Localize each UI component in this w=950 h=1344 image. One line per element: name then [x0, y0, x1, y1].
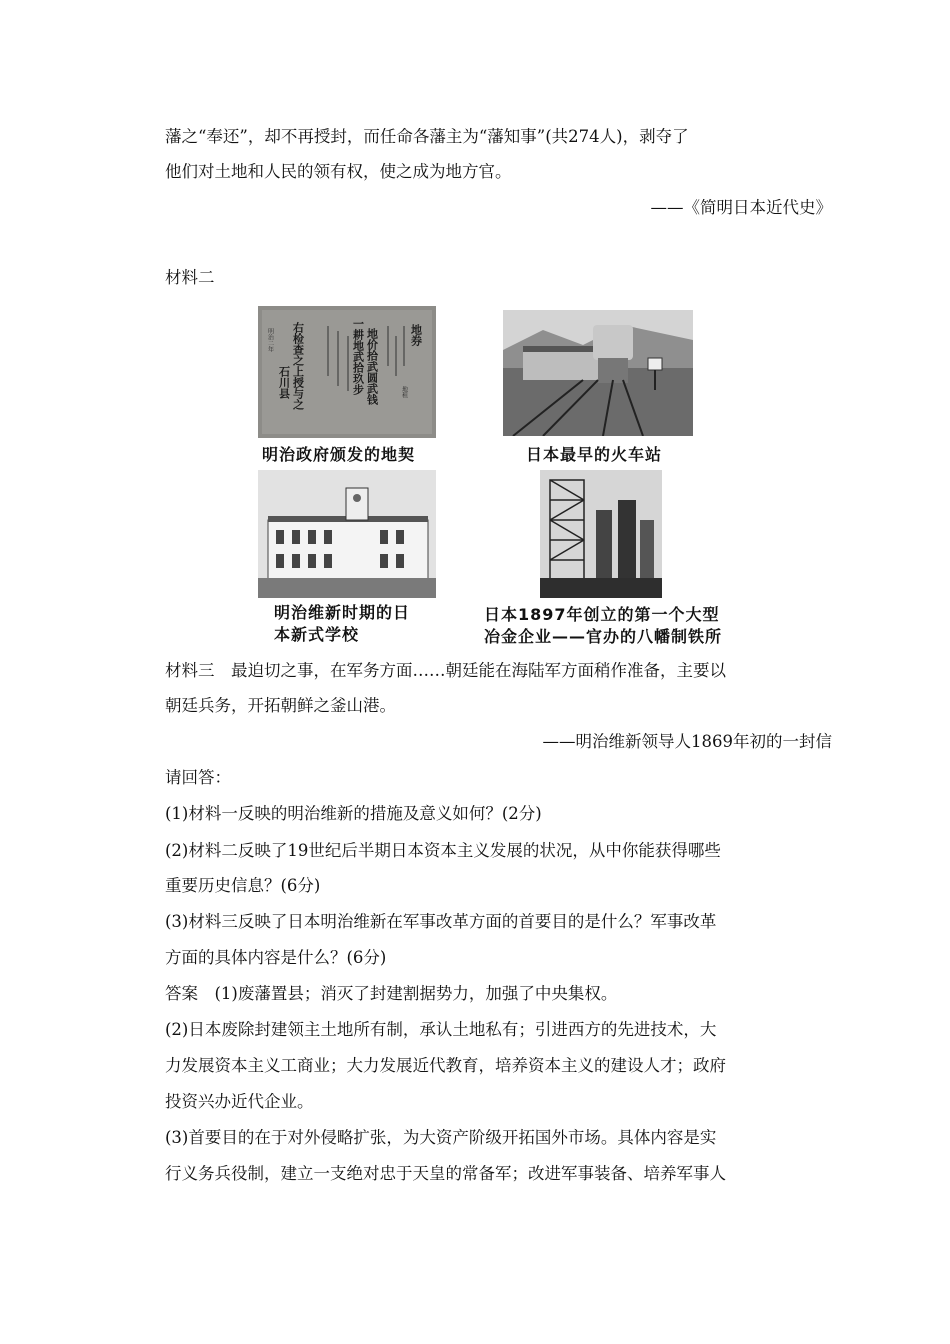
answer-1: 答案 (1)废藩置县；消灭了封建割据势力，加强了中央集权。: [165, 984, 618, 1003]
material3-line-2: 朝廷兵务，开拓朝鲜之釜山港。: [165, 696, 396, 715]
answer-3-line-2: 行义务兵役制，建立一支绝对忠于天皇的常备军；改进军事装备、培养军事人: [165, 1164, 726, 1183]
answer-2-line-1: (2)日本废除封建领主土地所有制，承认土地私有；引进西方的先进技术，大: [165, 1020, 717, 1039]
material2-heading: 材料二: [165, 268, 215, 287]
question-3-line-2: 方面的具体内容是什么？(6分): [165, 948, 387, 967]
school-photo: [258, 470, 436, 598]
answer-3-line-1: (3)首要目的在于对外侵略扩张，为大资产阶级开拓国外市场。具体内容是实: [165, 1128, 717, 1147]
question-2-line-1: (2)材料二反映了19世纪后半期日本资本主义发展的状况，从中你能获得哪些: [165, 841, 721, 860]
question-3-line-1: (3)材料三反映了日本明治维新在军事改革方面的首要目的是什么？军事改革: [165, 912, 717, 931]
answer-2-line-3: 投资兴办近代企业。: [165, 1092, 314, 1111]
question-1: (1)材料一反映的明治维新的措施及意义如何？(2分): [165, 804, 542, 823]
answer-2-line-2: 力发展资本主义工商业；大力发展近代教育，培养资本主义的建设人才；政府: [165, 1056, 726, 1075]
material1-source: ——《简明日本近代史》: [650, 198, 832, 217]
train-station-photo: [503, 310, 693, 436]
deed-text-7: 地租: [400, 386, 408, 398]
steel-works-photo: [540, 470, 662, 598]
caption-steel-line-1: 日本1897年创立的第一个大型: [484, 605, 720, 624]
material3-line-1: 材料三 最迫切之事，在军务方面……朝廷能在海陆军方面稍作准备，主要以: [165, 661, 726, 680]
material1-line-2: 他们对土地和人民的领有权，使之成为地方官。: [165, 162, 512, 181]
deed-text-6: 明治二年: [266, 328, 274, 352]
deed-text-2: 石川县: [277, 366, 291, 399]
caption-land-deed: 明治政府颁发的地契: [262, 445, 416, 464]
caption-school-line-2: 本新式学校: [274, 625, 360, 644]
deed-text-4: 地价拾武圆武钱: [365, 328, 379, 405]
questions-prompt: 请回答：: [165, 768, 231, 787]
question-2-line-2: 重要历史信息？(6分): [165, 876, 321, 895]
deed-text-3: 一耕地武拾玖步: [351, 318, 365, 395]
deed-text-5: 地券: [409, 324, 423, 346]
caption-school-line-1: 明治维新时期的日: [274, 603, 411, 622]
material1-line-1: 藩之“奉还”，却不再授封，而任命各藩主为“藩知事”(共274人)，剥夺了: [165, 127, 689, 146]
deed-text-1: 右检查之上授与之: [291, 322, 305, 410]
material3-source: ——明治维新领导人1869年初的一封信: [542, 732, 832, 751]
caption-train-station: 日本最早的火车站: [526, 445, 663, 464]
caption-steel-line-2: 冶金企业——官办的八幡制铁所: [484, 627, 723, 646]
land-deed-photo: [258, 306, 436, 438]
